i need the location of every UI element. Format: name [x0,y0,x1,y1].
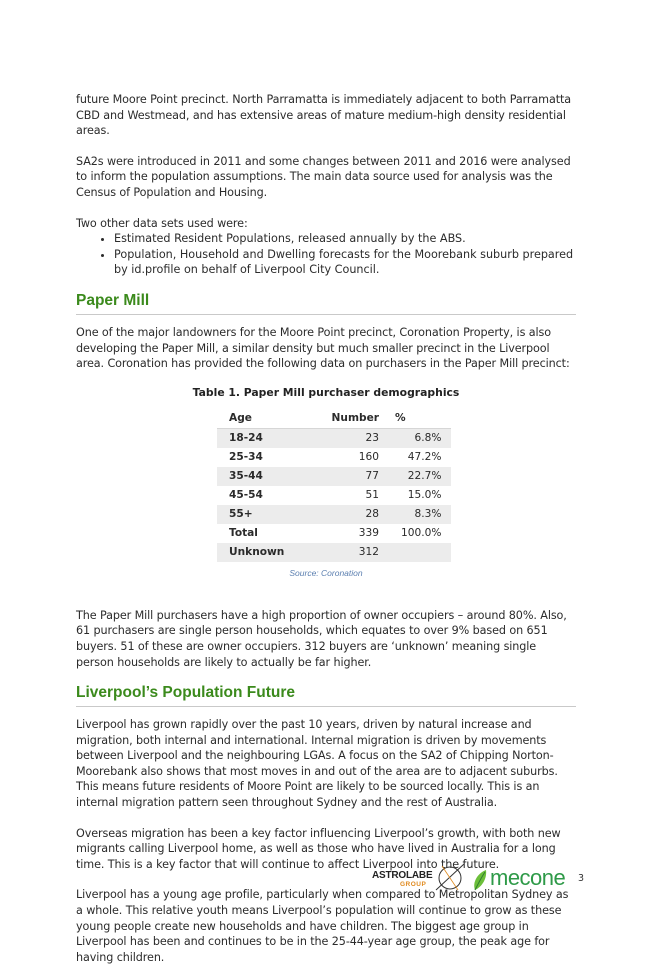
table-cell: 77 [307,467,389,486]
liverpool-paragraph-3: Liverpool has a young age profile, particularly when compared to Metropolitan Sydney as a whole. This relative youth means Liverpool’s population will continue to grow as these young people create new households and have children. The biggest age group in Liverpool has been and continues to be in the 25-44-year age group, the peak age for having children. [76,888,569,964]
data-sets-list [76,231,576,278]
astrolabe-logo-icon [432,860,468,896]
table-row [217,467,451,486]
astrolabe-logo-text: ASTROLABE [372,870,433,881]
table-cell: Unknown [217,543,307,562]
table-cell: 6.8% [389,428,451,448]
table-caption: Table 1. Paper Mill purchaser demographics [192,385,460,399]
intro-paragraph-2: SA2s were introduced in 2011 and some changes between 2011 and 2016 were analysed to inform the population assumptions. The main data source used for analysis was the Census of Population and Housing. [76,154,571,199]
intro-paragraph-3: Two other data sets used were: [76,216,248,230]
table-cell: 312 [307,543,389,562]
table-row [217,505,451,524]
table-cell: 35-44 [217,467,307,486]
table-row [217,486,451,505]
table-cell: 25-34 [217,448,307,467]
astrolabe-logo [372,870,433,888]
table-header-percent: % [389,407,451,429]
table-cell [389,543,451,562]
table-cell: 23 [307,428,389,448]
page-footer [0,860,653,900]
table-cell: 18-24 [217,428,307,448]
liverpool-paragraph-2: Overseas migration has been a key factor influencing Liverpool’s growth, with both new migrants calling Liverpool home, as well as those who have lived in Australia for a long time. This is a key factor that will continue to affect Liverpool into the future. [76,826,561,871]
mecone-leaf-icon [472,868,488,892]
table-cell: Total [217,524,307,543]
table-header-number: Number [307,407,389,429]
table-cell: 339 [307,524,389,543]
astrolabe-logo-subtext: GROUP [400,881,427,888]
table-cell: 22.7% [389,467,451,486]
table-cell: 160 [307,448,389,467]
liverpool-paragraph-1: Liverpool has grown rapidly over the past 10 years, driven by natural increase and migration, both internal and international. Internal migration is driven by movements between Liverpool and the neighbouring LGAs. A focus on the SA2 of Chipping Norton-Moorebank also shows that most moves in and out of the area are to adjacent suburbs. This means future residents of Moore Point are likely to be sourced locally. This is an internal migration pattern seen throughout Sydney and the rest of Australia. [76,718,558,810]
table-cell: 51 [307,486,389,505]
paper-mill-paragraph-2: The Paper Mill purchasers have a high proportion of owner occupiers – around 80%. Also, 61 purchasers are single person households, which equates to over 9% based on 651 buyers. 51 of these are owner occupiers. 312 buyers are ‘unknown’ meaning single person households are likely to actually be far higher. [76,608,567,669]
paper-mill-paragraph: One of the major landowners for the Moore Point precinct, Coronation Property, is also developing the Paper Mill, a similar density but much smaller precinct in the Liverpool area. Coronation has provided the following data on purchasers in the Paper Mill precinct: [76,325,570,371]
list-item: • Estimated Resident Populations, released annually by the ABS. [114,231,576,247]
list-item: • Population, Household and Dwelling forecasts for the Moorebank suburb prepared by id.profile on behalf of Liverpool City Council. [114,247,576,278]
table-cell: 47.2% [389,448,451,467]
table-header-age: Age [217,407,307,429]
intro-paragraph-1: future Moore Point precinct. North Parramatta is immediately adjacent to both Parramatta CBD and Westmead, and has extensive areas of mature medium-high density residential areas. [76,93,572,138]
table-cell: 55+ [217,505,307,524]
table-cell: 8.3% [389,505,451,524]
section-heading-paper-mill: Paper Mill [76,292,576,315]
table-source: Source: Coronation [289,567,363,578]
section-heading-liverpool: Liverpool’s Population Future [76,684,576,707]
table-cell: 28 [307,505,389,524]
purchaser-demographics-table [217,407,451,562]
table-cell: 100.0% [389,524,451,543]
table-row [217,428,451,448]
table-cell: 15.0% [389,486,451,505]
document-body [76,92,576,965]
table-row [217,543,451,562]
table-row [217,524,451,543]
mecone-logo: mecone [490,865,566,890]
table-cell: 45-54 [217,486,307,505]
table-row [217,448,451,467]
page-number: 3 [578,873,585,884]
